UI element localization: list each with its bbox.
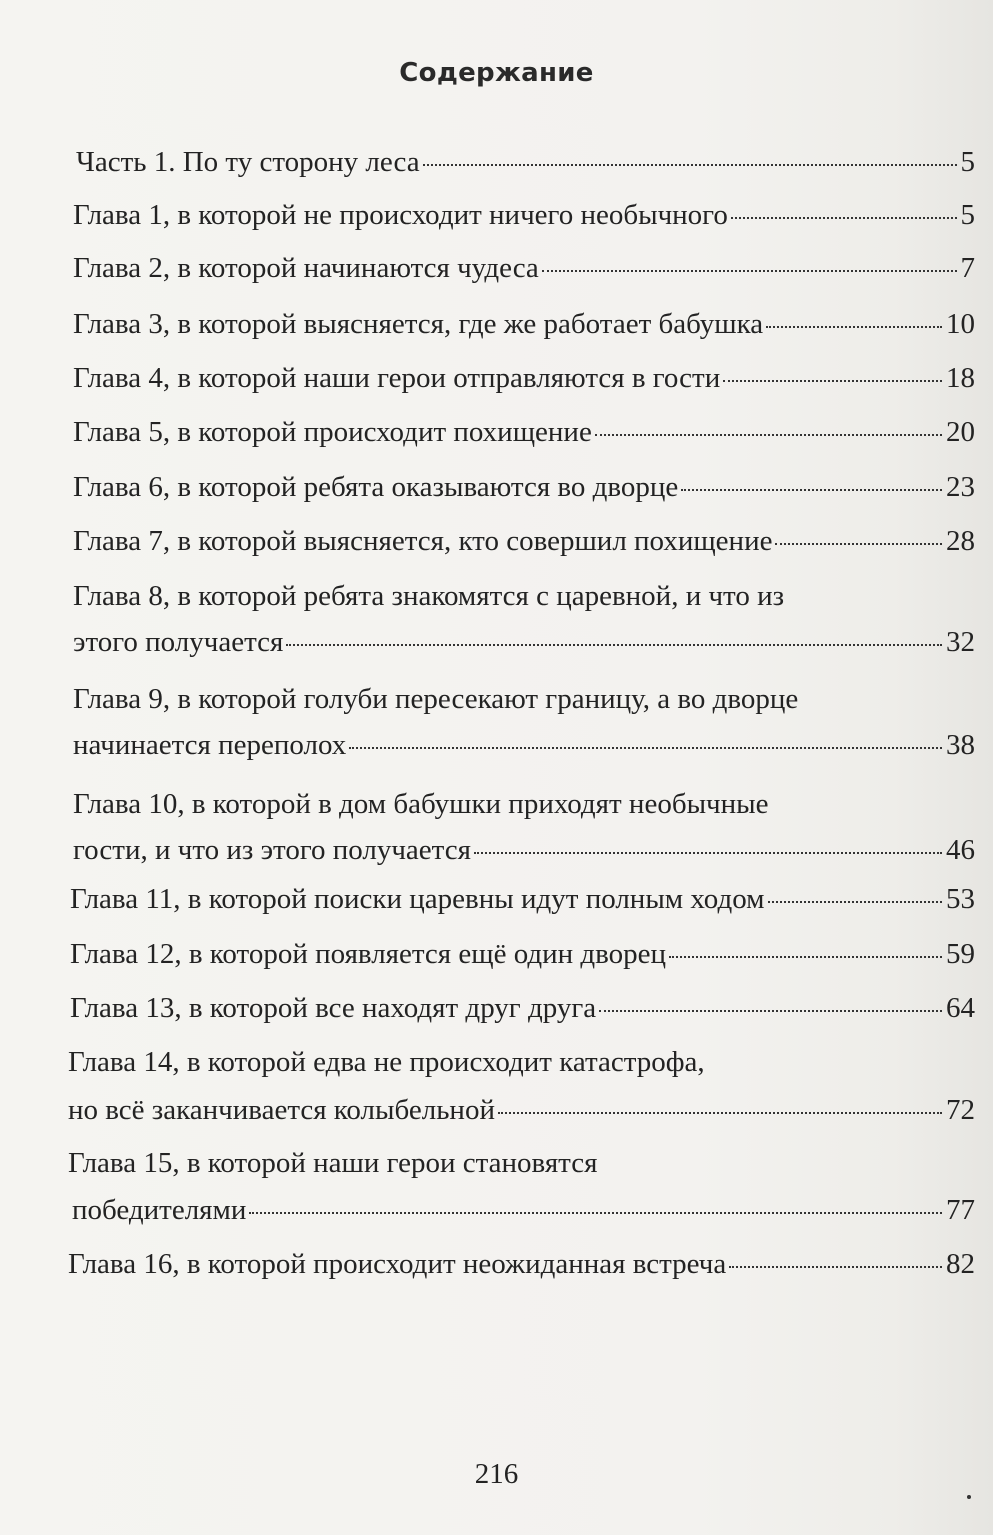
- dot-leader: [542, 270, 957, 272]
- toc-entry-title: Глава 1, в которой не происходит ничего необычного: [73, 199, 728, 231]
- dot-leader: [249, 1212, 942, 1214]
- toc-entry-title: Глава 7, в которой выясняется, кто совершил похищение: [73, 525, 773, 557]
- toc-page-number: 5: [960, 146, 975, 178]
- toc-entry-line: [68, 1143, 975, 1183]
- toc-entry-title: но всё заканчивается колыбельной: [68, 1094, 495, 1126]
- toc-entry-line: [73, 412, 975, 452]
- toc-entry-title: этого получается: [73, 626, 284, 658]
- toc-entry-title: Глава 13, в которой все находят друг друга: [70, 992, 597, 1024]
- toc-entry-line: [73, 248, 975, 288]
- toc-page-number: 18: [946, 362, 975, 394]
- toc-entry-title: Глава 6, в которой ребята оказываются во дворце: [73, 471, 679, 503]
- toc-entry-title: Глава 4, в которой наши герои отправляются в гости: [73, 362, 721, 394]
- toc-entry-title: Глава 15, в которой наши герои становятся: [68, 1147, 598, 1179]
- dot-leader: [723, 380, 942, 382]
- toc-entry-title: Глава 9, в которой голуби пересекают границу, а во дворце: [73, 683, 799, 715]
- toc-page-number: 82: [946, 1248, 975, 1280]
- dot-leader: [349, 747, 942, 749]
- toc-entry-title: Глава 11, в которой поиски царевны идут полным ходом: [70, 883, 765, 915]
- toc-entry-line: [76, 142, 975, 182]
- toc-entry-line: [73, 622, 975, 662]
- toc-entry-line: [72, 1190, 975, 1230]
- toc-entry-line: [70, 988, 975, 1028]
- print-speck: [967, 1495, 971, 1499]
- dot-leader: [768, 901, 942, 903]
- toc-page-number: 53: [946, 883, 975, 915]
- toc-entry-title: гости, и что из этого получается: [73, 834, 471, 866]
- toc-entry-title: Глава 8, в которой ребята знакомятся с царевной, и что из: [73, 580, 785, 612]
- toc-page-number: 20: [946, 416, 975, 448]
- dot-leader: [474, 852, 942, 854]
- toc-entry-line: [73, 304, 975, 344]
- dot-leader: [729, 1266, 942, 1268]
- toc-entry-line: [70, 934, 975, 974]
- toc-entry-line: [73, 195, 975, 235]
- toc-page-number: 46: [946, 834, 975, 866]
- toc-page-number: 59: [946, 938, 975, 970]
- toc-entry-line: [73, 521, 975, 561]
- page-number: 216: [474, 1458, 519, 1490]
- toc-page-number: 72: [946, 1094, 975, 1126]
- toc-entry-line: [73, 830, 975, 870]
- toc-page-number: 10: [946, 308, 975, 340]
- toc-page-number: 5: [960, 199, 975, 231]
- toc-entry-title: Глава 12, в которой появляется ещё один дворец: [70, 938, 667, 970]
- toc-entry-title: Часть 1. По ту сторону леса: [76, 146, 420, 178]
- dot-leader: [669, 956, 942, 958]
- toc-entry-line: [73, 725, 975, 765]
- toc-page-number: 7: [960, 252, 975, 284]
- toc-entry-title: Глава 5, в которой происходит похищение: [73, 416, 592, 448]
- toc-page-number: 38: [946, 729, 975, 761]
- dot-leader: [766, 326, 942, 328]
- toc-entry-line: [68, 1244, 975, 1284]
- toc-entry-line: [73, 467, 975, 507]
- toc-entry-title: Глава 2, в которой начинаются чудеса: [73, 252, 539, 284]
- toc-entry-title: победителями: [72, 1194, 247, 1226]
- toc-page-number: 77: [946, 1194, 975, 1226]
- page-title: Содержание: [399, 58, 594, 88]
- toc-entry-line: [68, 1090, 975, 1130]
- toc-entry-title: Глава 3, в которой выясняется, где же работает бабушка: [73, 308, 764, 340]
- dot-leader: [599, 1010, 942, 1012]
- toc-entry-title: начинается переполох: [73, 729, 347, 761]
- toc-page-number: 32: [946, 626, 975, 658]
- toc-page-number: 28: [946, 525, 975, 557]
- dot-leader: [595, 434, 942, 436]
- toc-entry-line: [73, 576, 975, 616]
- dot-leader: [286, 644, 942, 646]
- dot-leader: [775, 543, 942, 545]
- toc-entry-line: [73, 358, 975, 398]
- toc-entry-title: Глава 14, в которой едва не происходит катастрофа,: [68, 1046, 705, 1078]
- toc-entry-line: [73, 784, 975, 824]
- dot-leader: [423, 164, 957, 166]
- toc-page-number: 23: [946, 471, 975, 503]
- toc-entry-line: [68, 1042, 975, 1082]
- toc-entry-line: [70, 879, 975, 919]
- dot-leader: [731, 217, 957, 219]
- dot-leader: [681, 489, 942, 491]
- dot-leader: [498, 1112, 942, 1114]
- toc-page-number: 64: [946, 992, 975, 1024]
- toc-entry-line: [73, 679, 975, 719]
- toc-entry-title: Глава 10, в которой в дом бабушки приходят необычные: [73, 788, 769, 820]
- toc-entry-title: Глава 16, в которой происходит неожиданная встреча: [68, 1248, 727, 1280]
